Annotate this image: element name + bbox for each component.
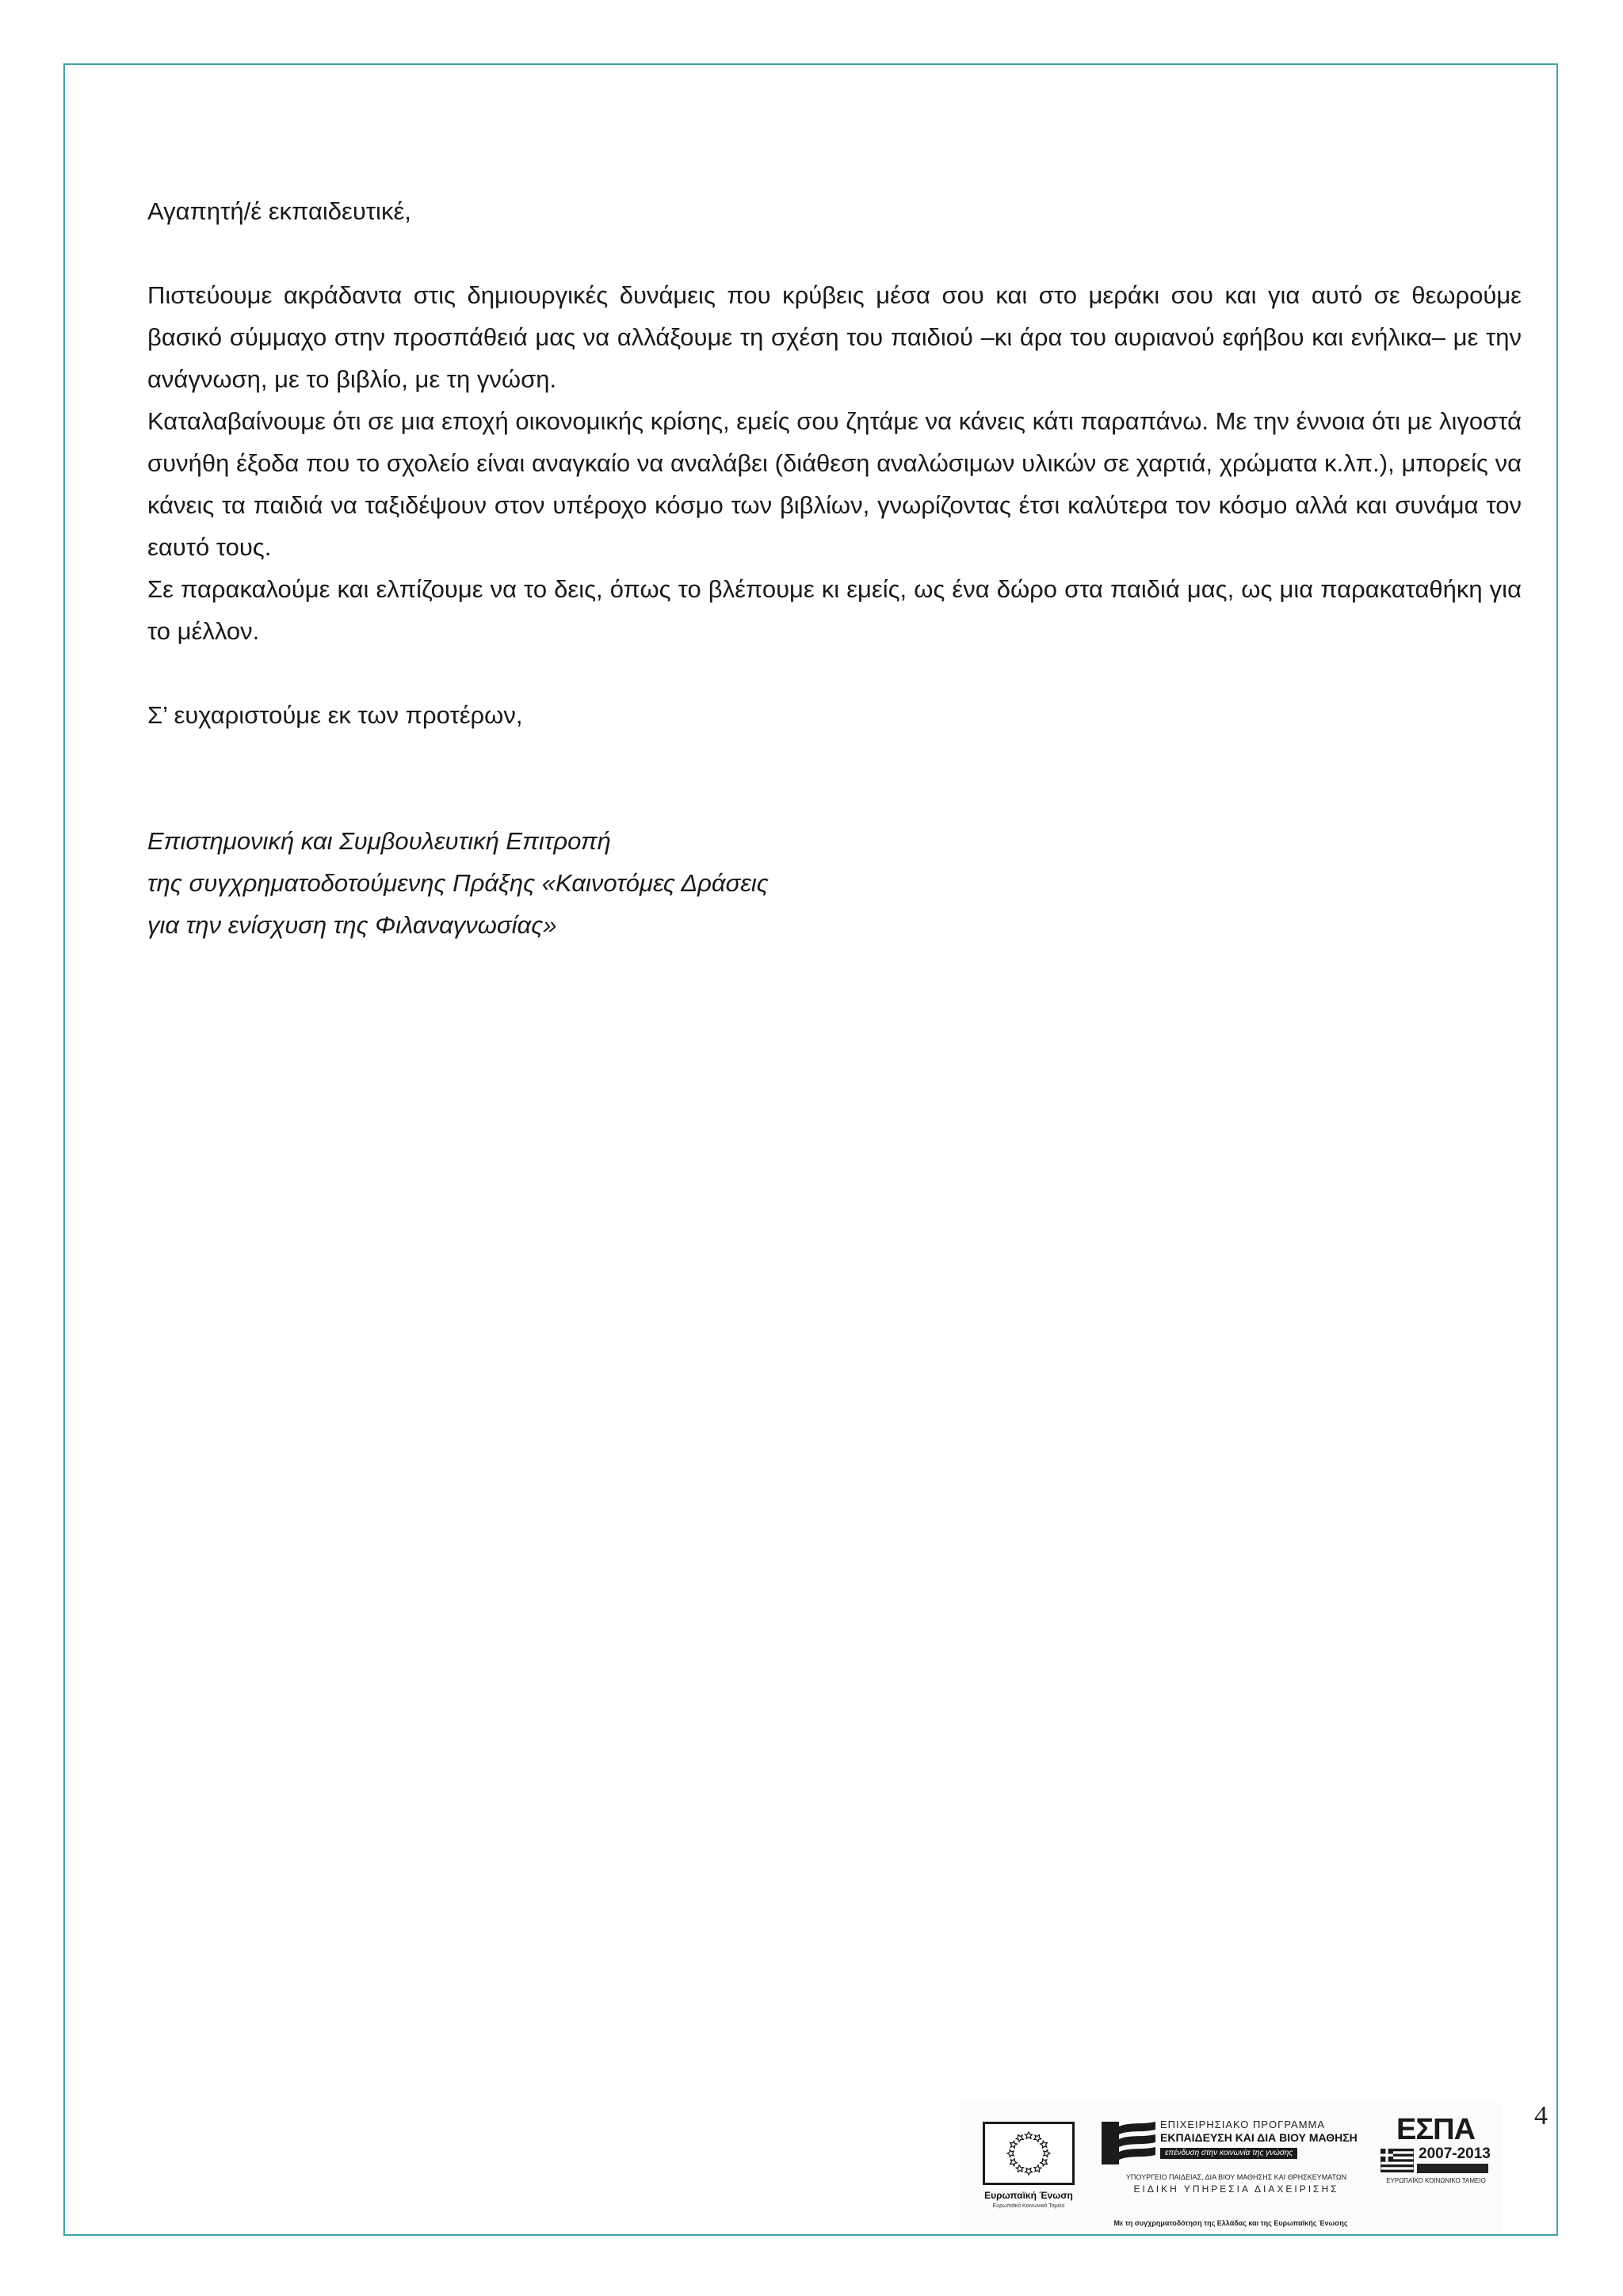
cofunding-note: Με τη συγχρηματοδότηση της Ελλάδας και της Ευρωπαϊκής Ένωσης (1113, 2219, 1348, 2227)
book-mark-icon (1102, 2122, 1155, 2164)
letter-body (147, 190, 1522, 946)
ep-text (1160, 2119, 1371, 2159)
espa-caption: ΕΥΡΩΠΑΪΚΟ ΚΟΙΝΩΝΙΚΟ ΤΑΜΕΙΟ (1386, 2177, 1486, 2184)
greek-flag-icon (1381, 2149, 1414, 2172)
signature-line-1: Επιστημονική και Συμβουλευτική Επιτροπή (147, 827, 611, 855)
letter-paragraph-1: Πιστεύουμε ακράδαντα στις δημιουργικές δυνάμεις που κρύβεις μέσα σου και στο μεράκι σου και για αυτό σε θεωρούμε βασικό σύμμαχο στην προσπάθειά μας να αλλάξουμε τη σχέση του παιδιού –κι άρα του αυριανού εφήβου και ενήλικα– με την ανάγνωση, με το βιβλίο, με τη γνώση. (147, 281, 1522, 393)
espa-logo (1381, 2114, 1491, 2201)
eu-flag-icon (983, 2122, 1075, 2185)
ep-authority: ΕΙΔΙΚΗ ΥΠΗΡΕΣΙΑ ΔΙΑΧΕΙΡΙΣΗΣ (1133, 2183, 1339, 2195)
espa-years: 2007-2013 (1419, 2145, 1491, 2162)
letter-paragraph-3: Σε παρακαλούμε και ελπίζουμε να το δεις, όπως το βλέπουμε κι εμείς, ως ένα δώρο στα παιδιά μας, ως μια παρακαταθήκη για το μέλλον. (147, 575, 1522, 645)
signature-line-3: για την ενίσχυση της Φιλαναγνωσίας» (147, 911, 557, 939)
ep-line-2: ΕΚΠΑΙΔΕΥΣΗ ΚΑΙ ΔΙΑ ΒΙΟΥ ΜΑΘΗΣΗ (1160, 2131, 1358, 2144)
operational-programme-logo (1102, 2114, 1371, 2217)
espa-title: ΕΣΠΑ (1396, 2113, 1476, 2146)
eu-caption: Ευρωπαϊκή Ένωση (984, 2190, 1073, 2201)
espa-tag (1417, 2164, 1488, 2173)
letter-thanks: Σ’ ευχαριστούμε εκ των προτέρων, (147, 701, 523, 729)
letter-paragraph-2: Καταλαβαίνουμε ότι σε μια εποχή οικονομικής κρίσης, εμείς σου ζητάμε να κάνεις κάτι παραπάνω. Με την έννοια ότι με λιγοστά συνήθη έξοδα που το σχολείο είναι αναγκαίο να αναλάβει (διάθεση αναλώσιμων υλικών σε χαρτιά, χρώματα κ.λπ.), μπορείς να κάνεις τα παιδιά να ταξιδέψουν στον υπέροχο κόσμο των βιβλίων, γνωρίζοντας έτσι καλύτερα τον κόσμο αλλά και συνάμα τον εαυτό τους. (147, 407, 1522, 561)
ep-ministry: ΥΠΟΥΡΓΕΙΟ ΠΑΙΔΕΙΑΣ, ΔΙΑ ΒΙΟΥ ΜΑΘΗΣΗΣ ΚΑΙ ΘΡΗΣΚΕΥΜΑΤΩΝ (1125, 2173, 1347, 2181)
eu-subcaption: Ευρωπαϊκό Κοινωνικό Ταμείο (992, 2203, 1065, 2209)
ep-line-1: ΕΠΙΧΕΙΡΗΣΙΑΚΟ ΠΡΟΓΡΑΜΜΑ (1160, 2119, 1326, 2130)
footer-logos (959, 2103, 1503, 2231)
page-number: 4 (1534, 2101, 1548, 2130)
letter-signature (147, 820, 1522, 946)
ep-slogan: επένδυση στην κοινωνία της γνώσης (1160, 2148, 1297, 2159)
signature-line-2: της συγχρηματοδοτούμενης Πράξης «Καινοτόμες Δράσεις (147, 869, 769, 897)
eu-logo (980, 2122, 1078, 2225)
letter-greeting: Αγαπητή/έ εκπαιδευτικέ, (147, 197, 411, 225)
